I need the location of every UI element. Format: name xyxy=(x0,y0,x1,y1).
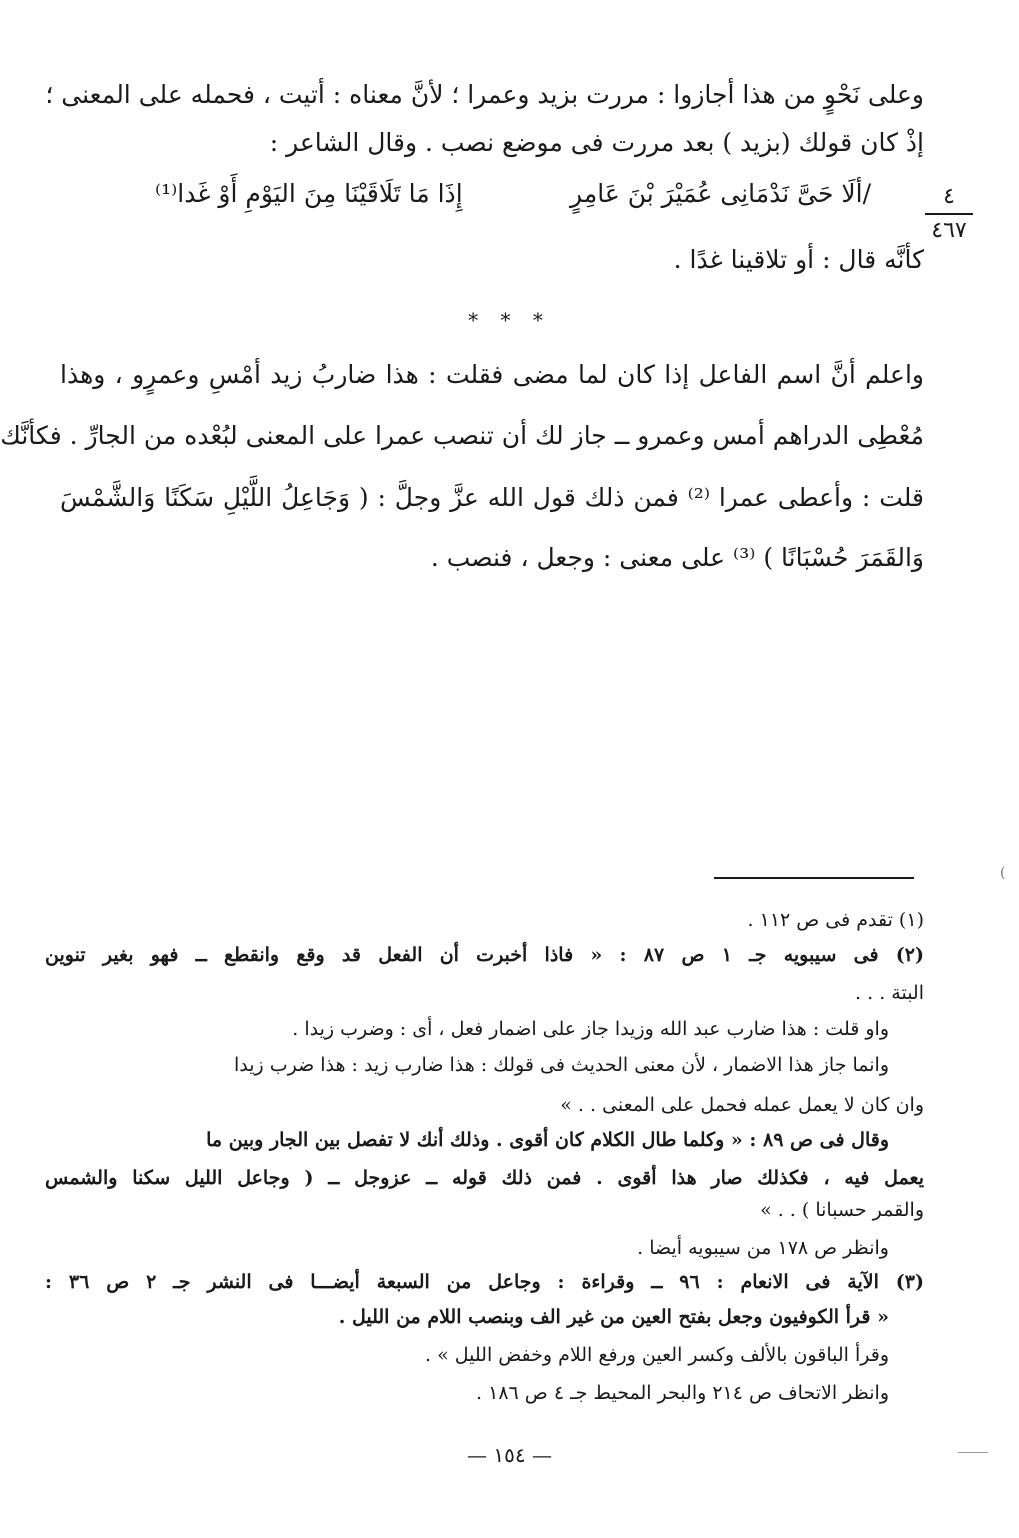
section-separator: * * * xyxy=(468,308,551,332)
main-text-line: وعلى نَحْوٍ من هذا أجازوا : مررت بزيد وعمرا ؛ لأنَّ معناه : أتيت ، فحمله على المعنى ؛ xyxy=(45,80,924,109)
margin-volume-number: ٤ xyxy=(943,184,955,209)
footnote-2-line: وقال فى ص ٨٩ : « وكلما طال الكلام كان أقوى . وذلك أنك لا تفصل بين الجار وبين ما xyxy=(206,1129,889,1151)
footnote-2-line: يعمل فيه ، فكذلك صار هذا أقوى . فمن ذلك قوله ــ عزوجل ــ ( وجاعل الليل سكنا والشمس xyxy=(45,1167,924,1189)
verse-second-hemistich: إِذَا مَا تَلَاقَيْنَا مِنَ اليَوْمِ أَوْ غَدا⁽¹⁾ xyxy=(155,179,463,208)
main-text-line: مُعْطِى الدراهم أمس وعمرو ــ جاز لك أن تنصب عمرا على المعنى لبُعْده من الجارِّ . فكأنَّك xyxy=(0,421,924,450)
main-text-line: كأنَّه قال : أو تلاقينا غدًا . xyxy=(673,245,924,274)
footnote-2-line: (٢) فى سيبويه جـ ١ ص ٨٧ : « فاذا أخبرت أن الفعل قد وقع وانقطع ــ فهو بغير تنوين xyxy=(45,944,924,966)
margin-page-number: ٤٦٧ xyxy=(931,218,967,243)
footnote-2-line: واو قلت : هذا ضارب عبد الله وزيدا جاز على اضمار فعل ، أى : وضرب زيدا . xyxy=(292,1018,889,1040)
footnote-3-line: وانظر الاتحاف ص ٢١٤ والبحر المحيط جـ ٤ ص ١٨٦ . xyxy=(476,1382,889,1404)
margin-fraction-rule xyxy=(925,213,973,215)
margin-page-reference xyxy=(919,183,979,245)
main-text-line: إذْ كان قولك (بزيد ) بعد مررت فى موضع نصب . وقال الشاعر : xyxy=(269,128,924,157)
footnote-3-line: وقرأ الباقون بالألف وكسر العين ورفع اللام وخفض الليل » . xyxy=(425,1344,889,1366)
footnote-2-line: وانما جاز هذا الاضمار ، لأن معنى الحديث فى قولك : هذا ضارب زيد : هذا ضرب زيدا xyxy=(233,1054,889,1076)
verse-first-hemistich: /ألَا حَىَّ نَدْمَانِى عُمَيْرَ بْنَ عَامِرٍ xyxy=(570,179,871,208)
footnote-2-line: وان كان لا يعمل عمله فحمل على المعنى . . » xyxy=(560,1094,924,1116)
footnote-1: (١) تقدم فى ص ١١٢ . xyxy=(747,909,924,931)
scan-edge-mark: ( xyxy=(1000,865,1006,881)
main-text-line: وَالقَمَرَ حُسْبَانًا ) ⁽³⁾ على معنى : وجعل ، فنصب . xyxy=(430,543,924,572)
footnote-3-line: « قرأ الكوفيون وجعل بفتح العين من غير الف وبنصب اللام من الليل . xyxy=(338,1306,889,1328)
main-text-line: واعلم أنَّ اسم الفاعل إذا كان لما مضى فقلت : هذا ضاربُ زيد أمْسِ وعمرٍو ، وهذا xyxy=(60,360,924,389)
page-number: — ١٥٤ — xyxy=(467,1443,552,1467)
footnote-separator xyxy=(714,877,914,879)
main-text-line: قلت : وأعطى عمرا ⁽²⁾ فمن ذلك قول الله عزَّ وجلَّ : ( وَجَاعِلُ اللَّيْلِ سَكَنًا وَالشَّمْسَ xyxy=(60,483,924,512)
footnote-2-line: وانظر ص ١٧٨ من سيبويه أيضا . xyxy=(637,1237,889,1259)
footnote-2-line: والقمر حسبانا ) . . » xyxy=(760,1199,924,1221)
footnote-3-line: (٣) الآية فى الانعام : ٩٦ ــ وقراءة : وجاعل من السبعة أيضـــا فى النشر جـ ٢ ص ٣٦ : xyxy=(45,1271,924,1293)
scan-edge-line xyxy=(958,1452,988,1453)
footnote-2-line: البتة . . . xyxy=(855,982,924,1004)
